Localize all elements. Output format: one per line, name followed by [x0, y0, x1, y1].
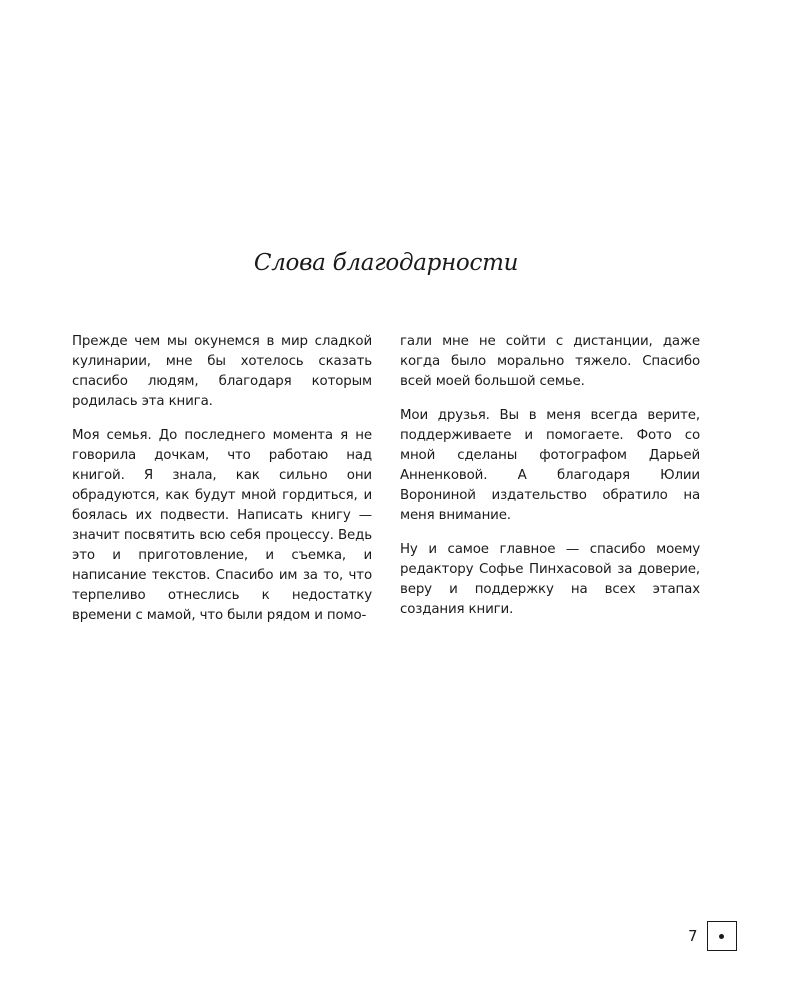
- page-footer: [688, 920, 737, 952]
- text-column-right: [400, 332, 700, 634]
- page-title: Слова благодарности: [253, 250, 519, 276]
- paragraph: Прежде чем мы окунемся в мир сладкой кулинарии, мне бы хотелось сказать спасибо людям, благодаря которым родилась эта книга.: [72, 334, 372, 409]
- dot-icon: [719, 934, 724, 939]
- text-column-left: [72, 332, 372, 640]
- paragraph: Мои друзья. Вы в меня всегда верите, поддерживаете и помогаете. Фото со мной сделаны фотографом Дарьей Анненковой. А благодаря Юлии Ворониной издательство обратило на меня внимание.: [400, 408, 700, 523]
- paragraph: Ну и самое главное — спасибо моему редактору Софье Пинхасовой за доверие, веру и поддержку на всех этапах создания книги.: [400, 542, 700, 617]
- paragraph: гали мне не сойти с дистанции, даже когда было морально тяжело. Спасибо всей моей большой семье.: [400, 334, 700, 389]
- page-marker-box: [707, 921, 737, 951]
- page-number: 7: [688, 927, 698, 945]
- paragraph: Моя семья. До последнего момента я не говорила дочкам, что работаю над книгой. Я знала, как сильно они обрадуются, как будут мной гордиться, и боялась их подвести. Написать книгу — значит посвятить всю себя процессу. Ведь это и приготовление, и съемка, и написание текстов. Спасибо им за то, что терпеливо отнеслись к недостатку времени с мамой, что были рядом и помо-: [72, 428, 372, 623]
